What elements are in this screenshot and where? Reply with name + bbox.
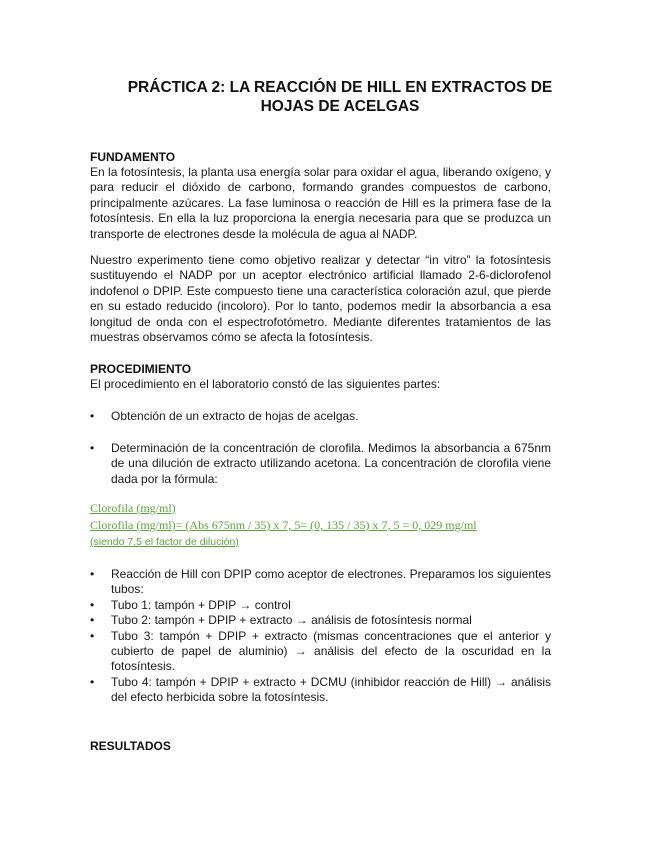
list-item-text: Tubo 4: tampón + DPIP + extracto + DCMU (inhibidor reacción de Hill) → análisis del efecto herbicida sobre la fotosíntesis. (111, 674, 551, 705)
bullet-icon: • (90, 674, 95, 689)
list-item (90, 567, 551, 598)
resultados-heading: RESULTADOS (90, 739, 171, 753)
procedimiento-heading: PROCEDIMIENTO (90, 362, 192, 376)
list-item-text: Tubo 2: tampón + DPIP + extracto → análisis de fotosíntesis normal (111, 613, 472, 628)
formula-title: Clorofila (mg/ml) (90, 501, 176, 515)
procedure-list-3 (90, 567, 551, 706)
bullet-icon: • (90, 597, 95, 612)
list-item (90, 409, 551, 424)
list-item (90, 441, 551, 487)
list-item (90, 598, 551, 613)
list-item-text: Determinación de la concentración de clorofila. Medimos la absorbancia a 675nm de una dilución de extracto utilizando acetona. La concentración de clorofila viene dada por la fórmula: (111, 441, 551, 486)
list-item-text: Reacción de Hill con DPIP como aceptor de electrones. Preparamos los siguientes tubos: (111, 567, 552, 597)
formula-calculation: Clorofila (mg/ml)= (Abs 675nm / 35) x 7, 5= (0, 135 / 35) x 7, 5 = 0, 029 mg/ml (90, 518, 477, 532)
bullet-icon: • (90, 409, 95, 423)
bullet-icon: • (90, 441, 95, 455)
fundamento-paragraph-2: Nuestro experimento tiene como objetivo realizar y detectar “in vitro” la fotosíntesis sustituyendo el NADP por un aceptor electrónico artificial llamado 2-6-diclorofenol indofenol o DPIP. Este compuesto tiene una característica coloración azul, que pierde en su estado reducido (incoloro). Por lo tanto, podemos medir la absorbancia a esa longitud de onda con el espectrofotómetro. Mediante diferentes tratamientos de las muestras observamos cómo se afecta la fotosíntesis. (90, 253, 551, 345)
fundamento-heading: FUNDAMENTO (90, 150, 176, 164)
title-line-1: PRÁCTICA 2: LA REACCIÓN DE HILL EN EXTRACTOS DE (127, 79, 553, 96)
formula-note: (siendo 7,5 el factor de dilución) (90, 536, 239, 548)
bullet-icon: • (90, 567, 95, 581)
title-line-2: HOJAS DE ACELGAS (260, 98, 420, 115)
procedure-list-2 (90, 441, 551, 487)
list-item-text: Tubo 3: tampón + DPIP + extracto (mismas concentraciones que el anterior y cubierto de papel de aluminio) → análisis del efecto de la oscuridad en la fotosíntesis. (111, 628, 551, 674)
procedure-list-1 (90, 409, 551, 424)
list-item-text: Obtención de un extracto de hojas de acelgas. (111, 409, 359, 423)
bullet-icon: • (90, 613, 95, 628)
page-title (90, 78, 590, 116)
list-item (90, 629, 551, 675)
list-item (90, 613, 551, 628)
list-item-text: Tubo 1: tampón + DPIP → control (111, 597, 291, 612)
procedimiento-intro: El procedimiento en el laboratorio constó de las siguientes partes: (90, 377, 441, 391)
bullet-icon: • (90, 628, 95, 643)
list-item (90, 675, 551, 706)
fundamento-paragraph-1: En la fotosíntesis, la planta usa energía solar para oxidar el agua, liberando oxígeno, y para reducir el dióxido de carbono, formando grandes compuestos de carbono, principalmente azúcares. La fase luminosa o reacción de Hill es la primera fase de la fotosíntesis. En ella la luz proporciona la energía necesaria para que se produzca un transporte de electrones desde la molécula de agua al NADP. (90, 165, 551, 241)
